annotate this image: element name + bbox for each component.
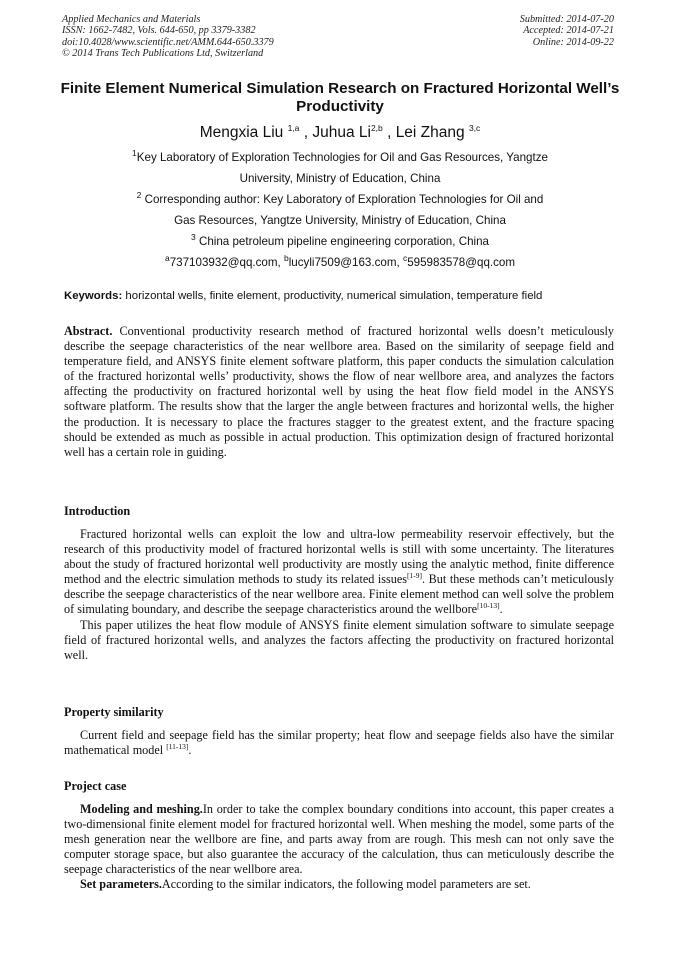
issn-line: ISSN: 1662-7482, Vols. 644-650, pp 3379-3382 xyxy=(62,25,256,37)
paragraph: Set parameters.According to the similar indicators, the following model parameters are set. xyxy=(80,877,531,892)
affiliation-2: $^2$ Corresponding author: Key Laboratory of Exploration Technologies for Oil and xyxy=(136,190,544,206)
author-affil-sup: 1,a xyxy=(287,122,300,133)
keywords-text: horizontal wells, finite element, productivity, numerical simulation, temperature field xyxy=(122,290,543,302)
introduction-body xyxy=(64,527,614,663)
affiliation-2-cont: Gas Resources, Yangtze University, Ministry of Education, China xyxy=(174,214,506,227)
affiliation-1: $^1$Key Laboratory of Exploration Technologies for Oil and Gas Resources, Yangtze xyxy=(132,148,548,164)
email-a: 737103932@qq.com, xyxy=(169,256,284,269)
citation: [10-13] xyxy=(477,601,500,611)
dates-header xyxy=(520,14,614,48)
email-c: 595983578@qq.com xyxy=(407,256,516,269)
abstract-text: Conventional productivity research method of fractured horizontal wells doesn’t meticulously describe the seepage characteristics of the near wellbore area. Based on the similarity of seepage field and temperature field, and ANSYS finite element software platform, this paper conducts the simulation calculation of the fractured horizontal wells’ productivity, shows the flow of near wellbore area, and analyzes the factors affecting the productivity on fractured horizontal well by using the heat flow field model in the ANSYS software platform. The results show that the larger the angle between fractures and horizontal wells, the higher the production. It is necessary to place the fractures stagger to the greatest extent, and the fracture spacing should be extended as much as possible in actual production. This optimization design of fractured horizontal well has a certain role in guiding. xyxy=(64,324,614,459)
doi-line: doi:10.4028/www.scientific.net/AMM.644-650.3379 xyxy=(62,36,274,48)
author-name: Lei Zhang xyxy=(395,124,465,141)
subheading-parameters: Set parameters. xyxy=(80,877,162,892)
abstract xyxy=(64,324,614,460)
affiliation-1-cont: University, Ministry of Education, China xyxy=(239,172,441,185)
paragraph: Fractured horizontal wells can exploit the low and ultra-low permeability reservoir effectively, but the research of this productivity model of fractured horizontal wells is still with some uncertainty. The literatures about the study of fractured horizontal well productivity are mostly using the analytic method, finite difference method and the electric simulation methods to study its related issues[1-9]. But these methods can’t meticulously describe the seepage characteristics of the near wellbore area. Finite element method can well solve the problem of simulating boundary, and describe the seepage characteristics around the wellbore[10-13]. xyxy=(64,527,614,617)
keywords xyxy=(64,289,624,304)
affiliation-3: $^3$ China petroleum pipeline engineering corporation, China xyxy=(191,232,489,248)
citation: [1-9] xyxy=(407,571,423,581)
email-b: lucyli7509@163.com, xyxy=(288,256,403,269)
online-date: Online: 2014-09-22 xyxy=(532,36,614,48)
author-separator: , xyxy=(382,124,396,141)
affiliations xyxy=(80,147,600,273)
paragraph: This paper utilizes the heat flow module of ANSYS finite element simulation software to simulate seepage field of fractured horizontal wells, and analyzes the factors affecting the productivity on fractured horizontal well. xyxy=(64,617,614,662)
abstract-label: Abstract. xyxy=(64,324,113,338)
author-affil-sup: 3,c xyxy=(468,122,481,133)
submitted-date: Submitted: 2014-07-20 xyxy=(519,14,614,25)
author-name: Juhua Li xyxy=(312,124,371,141)
property-body xyxy=(64,728,614,758)
author-affil-sup: 2,b xyxy=(370,122,383,133)
copyright-line: © 2014 Trans Tech Publications Ltd, Switzerland xyxy=(62,48,264,60)
citation: [11-13] xyxy=(166,742,189,752)
paragraph: Current field and seepage field has the similar property; heat flow and seepage fields also have the similar mathematical model [11-13]. xyxy=(64,728,614,758)
author-list xyxy=(60,123,620,143)
paper-title: Finite Element Numerical Simulation Research on Fractured Horizontal Well’s Productivity xyxy=(60,80,620,115)
accepted-date: Accepted: 2014-07-21 xyxy=(523,25,614,37)
subheading-modeling: Modeling and meshing. xyxy=(80,802,203,816)
paragraph: Modeling and meshing.In order to take the complex boundary conditions into account, this paper creates a two-dimensional finite element model for fractured horizontal well. When meshing the model, some parts of the mesh generation near the wellbore are fine, and parts away from are rough. This mesh can not only save the computer storage space, but also guarantee the accuracy of the calculation, thus can meticulously describe the seepage characteristics of the near wellbore area. xyxy=(64,802,614,877)
keywords-label: Keywords: xyxy=(64,290,123,302)
author-separator: , xyxy=(299,124,313,141)
author-name: Mengxia Liu xyxy=(199,124,284,141)
section-heading-introduction: Introduction xyxy=(64,504,131,518)
section-heading-property-similarity: Property similarity xyxy=(64,705,164,719)
journal-header xyxy=(62,14,274,60)
journal-name: Applied Mechanics and Materials xyxy=(62,14,201,25)
project-body xyxy=(64,802,614,893)
section-heading-project-case: Project case xyxy=(64,779,127,793)
email-list: $^a$737103932@qq.com, $^b$lucyli7509@163.com, $^c$595983578@qq.com xyxy=(164,253,516,269)
